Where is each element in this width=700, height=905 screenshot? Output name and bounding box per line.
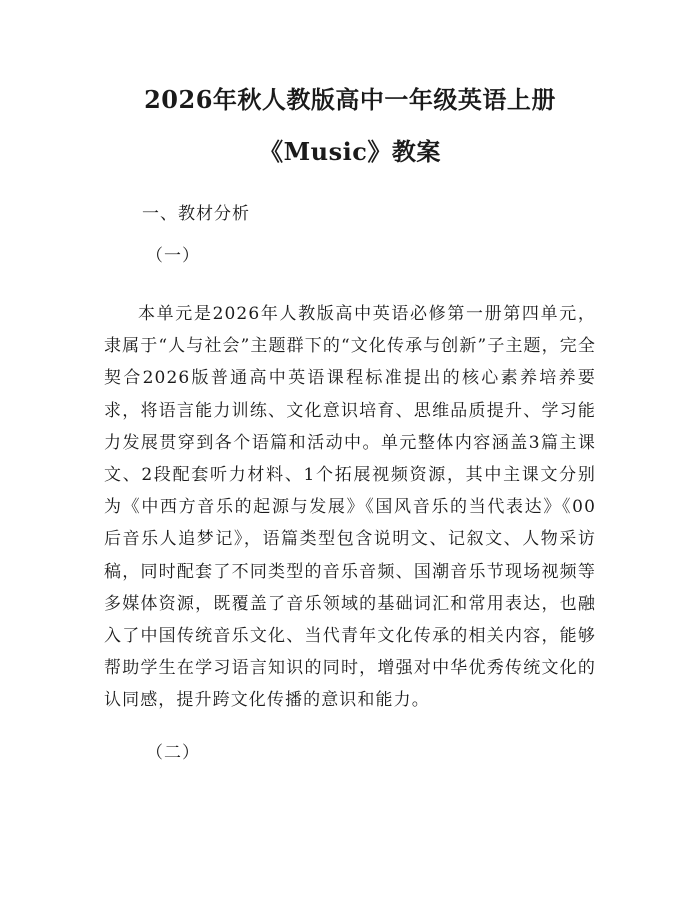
section-heading-textbook-analysis: 一、教材分析: [142, 204, 250, 224]
subsection-heading-1: （一）: [146, 246, 200, 266]
subsection-heading-2: （二）: [146, 742, 200, 763]
document-title-line-2: 《Music》教案: [259, 137, 441, 166]
body-paragraph: 本单元是2026年人教版高中英语必修第一册第四单元，隶属于“人与社会”主题群下的“文化传承与创新”子主题，完全契合2026版普通高中英语课程标准提出的核心素养培养要求，将语言能力训练、文化意识培育、思维品质提升、学习能力发展贯穿到各个语篇和活动中。单元整体内容涵盖3篇主课文、2段配套听力材料、1个拓展视频资源，其中主课文分别为《中西方音乐的起源与发展》《国风音乐的当代表达》《00后音乐人追梦记》，语篇类型包含说明文、记叙文、人物采访稿，同时配套了不同类型的音乐音频、国潮音乐节现场视频等多媒体资源，既覆盖了音乐领域的基础词汇和常用表达，也融入了中国传统音乐文化、当代青年文化传承的相关内容，能够帮助学生在学习语言知识的同时，增强对中华优秀传统文化的认同感，提升跨文化传播的意识和能力。: [104, 304, 596, 711]
document-title-line-1: 2026年秋人教版高中一年级英语上册: [144, 85, 556, 114]
